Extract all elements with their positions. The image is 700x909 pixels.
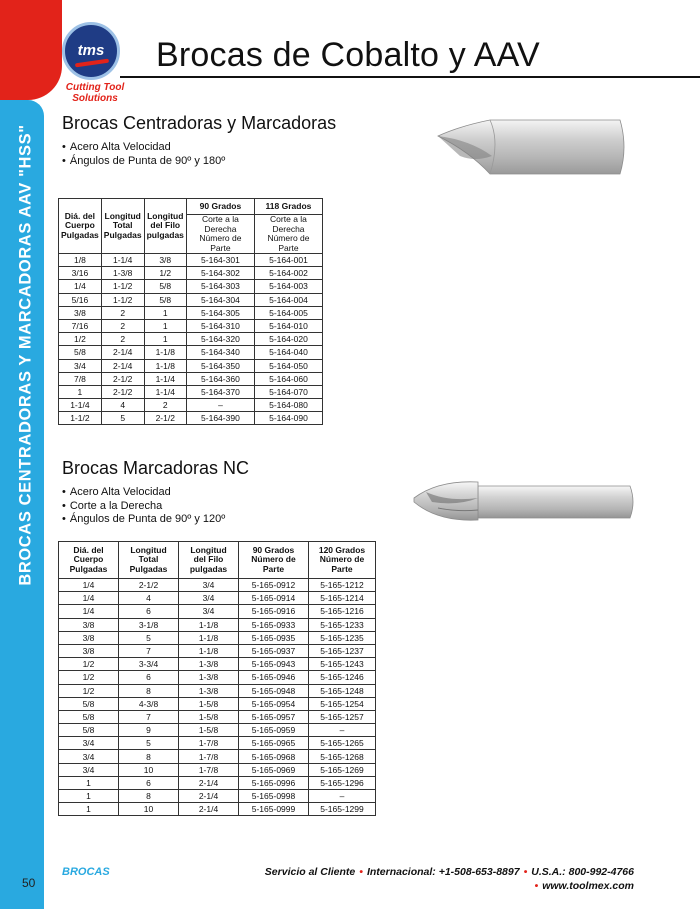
table-cell: 2-1/4	[179, 790, 239, 803]
table-cell: 5-165-0996	[239, 776, 309, 789]
table-cell: 5-165-1268	[309, 750, 376, 763]
table-cell: 2-1/4	[101, 346, 144, 359]
table-cell: 1	[144, 306, 186, 319]
table-cell: 1-1/4	[144, 372, 186, 385]
table-cell: 5	[101, 412, 144, 425]
table-row	[59, 267, 323, 280]
col-sub-header-118: Corte a la Derecha Número de Parte	[254, 215, 322, 254]
table-cell: 2	[144, 399, 186, 412]
header-rule	[120, 76, 700, 78]
table-cell: 1-1/4	[144, 385, 186, 398]
table-cell: 5-165-1214	[309, 592, 376, 605]
table-cell: 1/4	[59, 605, 119, 618]
table-row	[59, 385, 323, 398]
table-cell: 5-165-0916	[239, 605, 309, 618]
table-cell: 1/2	[59, 684, 119, 697]
table-cell: 1-1/4	[59, 399, 102, 412]
table-cell: 5-165-0933	[239, 618, 309, 631]
table-cell: 5-165-1257	[309, 710, 376, 723]
tagline-line2: Solutions	[72, 93, 118, 104]
col-header-flute-length: Longitud del Filo pulgadas	[144, 199, 186, 254]
table-cell: 3/4	[59, 359, 102, 372]
table-cell: 2-1/2	[144, 412, 186, 425]
table-cell: 5-165-1254	[309, 697, 376, 710]
table-cell: 5-165-1296	[309, 776, 376, 789]
table-cell: 5-165-0943	[239, 658, 309, 671]
table-cell: 1-7/8	[179, 737, 239, 750]
footer-website-link[interactable]: www.toolmex.com	[542, 880, 634, 892]
table-cell: 1-1/8	[144, 359, 186, 372]
table-cell: 5-165-0937	[239, 644, 309, 657]
table-row	[59, 412, 323, 425]
table-cell: 5-164-320	[186, 333, 254, 346]
page-title: Brocas de Cobalto y AAV	[156, 36, 540, 74]
col-sub-header-90: Corte a la Derecha Número de Parte	[186, 215, 254, 254]
table-cell: 5-164-310	[186, 319, 254, 332]
table-cell: 5-164-090	[254, 412, 322, 425]
table-cell: 5-165-0948	[239, 684, 309, 697]
table-cell: 5-164-390	[186, 412, 254, 425]
table-cell: 5-165-0999	[239, 803, 309, 816]
table-cell: 2-1/4	[101, 359, 144, 372]
section2-title: Brocas Marcadoras NC	[62, 458, 250, 478]
table-cell: 5-164-301	[186, 254, 254, 267]
logo-tagline	[62, 82, 128, 104]
table-row	[59, 776, 376, 789]
table-cell: 1-3/8	[101, 267, 144, 280]
table-cell: 1-7/8	[179, 750, 239, 763]
table-row	[59, 671, 376, 684]
table-cell: 1-5/8	[179, 724, 239, 737]
table-cell: 2-1/2	[101, 372, 144, 385]
header-red-band	[0, 0, 62, 100]
table-row	[59, 684, 376, 697]
table-cell: 3/8	[59, 631, 119, 644]
col-header-diameter: Diá. del Cuerpo Pulgadas	[59, 542, 119, 579]
table-cell: 7	[119, 710, 179, 723]
table-cell: 1-7/8	[179, 763, 239, 776]
table-cell: 5-164-020	[254, 333, 322, 346]
table-row	[59, 737, 376, 750]
table-cell: 5-164-070	[254, 385, 322, 398]
table-cell: –	[186, 399, 254, 412]
table-cell: 5/16	[59, 293, 102, 306]
table-cell: 1/4	[59, 579, 119, 592]
table-cell: 3/8	[59, 644, 119, 657]
table-cell: 5-165-0946	[239, 671, 309, 684]
table-cell: 1-1/2	[101, 293, 144, 306]
table-cell: 1-1/2	[101, 280, 144, 293]
table-cell: 5-165-1248	[309, 684, 376, 697]
table-cell: 3-3/4	[119, 658, 179, 671]
table-cell: 5-164-080	[254, 399, 322, 412]
table-cell: 5-165-0965	[239, 737, 309, 750]
center-drill-table	[58, 198, 323, 425]
table-cell: 3-1/8	[119, 618, 179, 631]
table-cell: 5-165-1233	[309, 618, 376, 631]
table-cell: 3/4	[179, 579, 239, 592]
table-cell: 1	[59, 776, 119, 789]
table-row	[59, 254, 323, 267]
table-cell: 1-3/8	[179, 671, 239, 684]
table-cell: 3/4	[179, 605, 239, 618]
table-cell: 5-165-1246	[309, 671, 376, 684]
table-cell: 5-165-1216	[309, 605, 376, 618]
table-cell: 3/16	[59, 267, 102, 280]
table-cell: 7/16	[59, 319, 102, 332]
table-cell: –	[309, 790, 376, 803]
col-header-120-degrees: 120 Grados Número de Parte	[309, 542, 376, 579]
table-cell: 5-164-340	[186, 346, 254, 359]
table-cell: 7/8	[59, 372, 102, 385]
table-row	[59, 631, 376, 644]
col-header-total-length: Longitud Total Pulgadas	[101, 199, 144, 254]
table-row	[59, 644, 376, 657]
table-row	[59, 790, 376, 803]
col-header-118-degrees: 118 Grados	[254, 199, 322, 215]
table-row	[59, 750, 376, 763]
table-row	[59, 319, 323, 332]
table-cell: 8	[119, 790, 179, 803]
table-cell: 5-165-0957	[239, 710, 309, 723]
table-row	[59, 724, 376, 737]
table-row	[59, 399, 323, 412]
table-cell: 5-164-001	[254, 254, 322, 267]
table-cell: 7	[119, 644, 179, 657]
table-cell: 5-165-0969	[239, 763, 309, 776]
table-row	[59, 579, 376, 592]
table-cell: 5-164-060	[254, 372, 322, 385]
table-row	[59, 803, 376, 816]
footer-section-label: BROCAS	[62, 866, 110, 878]
table-cell: 5-165-1212	[309, 579, 376, 592]
tagline-line1: Cutting Tool	[65, 82, 125, 93]
table-cell: 1	[144, 333, 186, 346]
table-cell: 3/4	[59, 737, 119, 750]
table-cell: 5-165-1265	[309, 737, 376, 750]
table-cell: 1-3/8	[179, 684, 239, 697]
table-row	[59, 605, 376, 618]
table-cell: 5-164-050	[254, 359, 322, 372]
table-row	[59, 372, 323, 385]
table-cell: 1/4	[59, 592, 119, 605]
table-cell: 5-164-305	[186, 306, 254, 319]
table-row	[59, 697, 376, 710]
table-cell: 10	[119, 763, 179, 776]
table-cell: 1/2	[59, 333, 102, 346]
footer-service: Servicio al Cliente	[264, 866, 356, 878]
table-row	[59, 359, 323, 372]
table-row	[59, 658, 376, 671]
table-cell: 5-164-370	[186, 385, 254, 398]
table-cell: 1	[59, 803, 119, 816]
table-cell: 1/4	[59, 280, 102, 293]
table-cell: 6	[119, 776, 179, 789]
table-cell: 5-164-010	[254, 319, 322, 332]
table-cell: 1/2	[59, 671, 119, 684]
table-cell: 5-164-004	[254, 293, 322, 306]
table-cell: 4	[101, 399, 144, 412]
table-cell: 3/8	[59, 618, 119, 631]
table-cell: 2	[101, 319, 144, 332]
section1-bullets	[62, 141, 225, 168]
table-cell: 5/8	[59, 697, 119, 710]
table-cell: 5	[119, 737, 179, 750]
table-cell: 2-1/2	[119, 579, 179, 592]
table-row	[59, 280, 323, 293]
bullet-item: • Ángulos de Punta de 90º y 120º	[62, 513, 225, 527]
table-cell: 1/2	[59, 658, 119, 671]
table-cell: 5-164-360	[186, 372, 254, 385]
table-cell: 9	[119, 724, 179, 737]
table-cell: 1-1/8	[179, 631, 239, 644]
bullet-item: • Acero Alta Velocidad	[62, 486, 225, 500]
spotting-drill-tool-icon	[408, 472, 638, 532]
table-cell: 5-164-350	[186, 359, 254, 372]
section2-bullets	[62, 486, 225, 527]
table-cell: 3/8	[144, 254, 186, 267]
table-cell: 1/2	[144, 267, 186, 280]
table-cell: 6	[119, 605, 179, 618]
col-header-diameter: Diá. del Cuerpo Pulgadas	[59, 199, 102, 254]
table-cell: 5/8	[59, 346, 102, 359]
table-cell: 2-1/2	[101, 385, 144, 398]
table-cell: 3/4	[59, 763, 119, 776]
table-row	[59, 592, 376, 605]
col-header-flute-length: Longitud del Filo pulgadas	[179, 542, 239, 579]
col-header-90-degrees: 90 Grados	[186, 199, 254, 215]
col-header-90-degrees: 90 Grados Número de Parte	[239, 542, 309, 579]
bullet-item: • Corte a la Derecha	[62, 500, 225, 514]
table-cell: 5/8	[144, 280, 186, 293]
table-cell: 1-1/8	[179, 618, 239, 631]
table-cell: 1-1/8	[179, 644, 239, 657]
table-cell: 5-165-0959	[239, 724, 309, 737]
table-cell: 1-3/8	[179, 658, 239, 671]
table-cell: 5-164-040	[254, 346, 322, 359]
table-cell: 5-165-1299	[309, 803, 376, 816]
section1-title: Brocas Centradoras y Marcadoras	[62, 113, 337, 133]
table-cell: 4	[119, 592, 179, 605]
table-row	[59, 618, 376, 631]
table-row	[59, 763, 376, 776]
table-row	[59, 293, 323, 306]
table-cell: 1-1/2	[59, 412, 102, 425]
table-cell: 5-165-0968	[239, 750, 309, 763]
table-cell: 2-1/4	[179, 776, 239, 789]
table-cell: 1	[144, 319, 186, 332]
table-cell: 5-165-1235	[309, 631, 376, 644]
table-cell: 1-5/8	[179, 697, 239, 710]
table-row	[59, 710, 376, 723]
table-cell: 5-165-0998	[239, 790, 309, 803]
table-cell: –	[309, 724, 376, 737]
table-cell: 5	[119, 631, 179, 644]
table-cell: 2	[101, 333, 144, 346]
table-cell: 5-164-304	[186, 293, 254, 306]
table-cell: 5-164-002	[254, 267, 322, 280]
table-cell: 5/8	[59, 710, 119, 723]
table-cell: 5-165-0914	[239, 592, 309, 605]
table-cell: 1	[59, 385, 102, 398]
table-cell: 5-165-0935	[239, 631, 309, 644]
table-cell: 8	[119, 750, 179, 763]
table-cell: 5-165-1237	[309, 644, 376, 657]
table-cell: 3/4	[179, 592, 239, 605]
table-cell: 5-164-003	[254, 280, 322, 293]
table-cell: 1	[59, 790, 119, 803]
table-cell: 5/8	[59, 724, 119, 737]
table-cell: 5-164-005	[254, 306, 322, 319]
logo-swoosh	[75, 59, 109, 68]
table-cell: 5/8	[144, 293, 186, 306]
tms-logo-icon	[62, 22, 120, 80]
spotting-drill-table	[58, 541, 376, 816]
table-cell: 3/4	[59, 750, 119, 763]
col-header-total-length: Longitud Total Pulgadas	[119, 542, 179, 579]
bullet-item: • Ángulos de Punta de 90º y 180º	[62, 155, 225, 169]
table-row	[59, 333, 323, 346]
center-drill-tool-icon	[430, 112, 630, 182]
table-cell: 1-1/4	[101, 254, 144, 267]
table-cell: 8	[119, 684, 179, 697]
footer-usa-phone: U.S.A.: 800-992-4766	[531, 866, 634, 878]
table-cell: 5-165-0954	[239, 697, 309, 710]
table-cell: 2	[101, 306, 144, 319]
table-cell: 6	[119, 671, 179, 684]
table-cell: 5-164-302	[186, 267, 254, 280]
table-cell: 10	[119, 803, 179, 816]
table-cell: 2-1/4	[179, 803, 239, 816]
footer-international-phone: Internacional: +1-508-653-8897	[366, 866, 520, 878]
table-cell: 1-1/8	[144, 346, 186, 359]
table-cell: 5-165-1243	[309, 658, 376, 671]
table-cell: 5-165-0912	[239, 579, 309, 592]
page-number: 50	[22, 876, 36, 890]
sidebar-vertical-title: BROCAS CENTRADORAS Y MARCADORAS AAV "HSS"	[16, 124, 35, 586]
table-row	[59, 306, 323, 319]
table-cell: 1/8	[59, 254, 102, 267]
table-cell: 5-164-303	[186, 280, 254, 293]
bullet-item: • Acero Alta Velocidad	[62, 141, 225, 155]
table-cell: 3/8	[59, 306, 102, 319]
logo-text: tms	[77, 42, 105, 59]
table-row	[59, 346, 323, 359]
footer-contact: Servicio al Cliente • Internacional: +1-508-653-8897 • U.S.A.: 800-992-4766 • www.toolmex.com	[264, 866, 634, 892]
table-cell: 5-165-1269	[309, 763, 376, 776]
table-cell: 1-5/8	[179, 710, 239, 723]
table-cell: 4-3/8	[119, 697, 179, 710]
